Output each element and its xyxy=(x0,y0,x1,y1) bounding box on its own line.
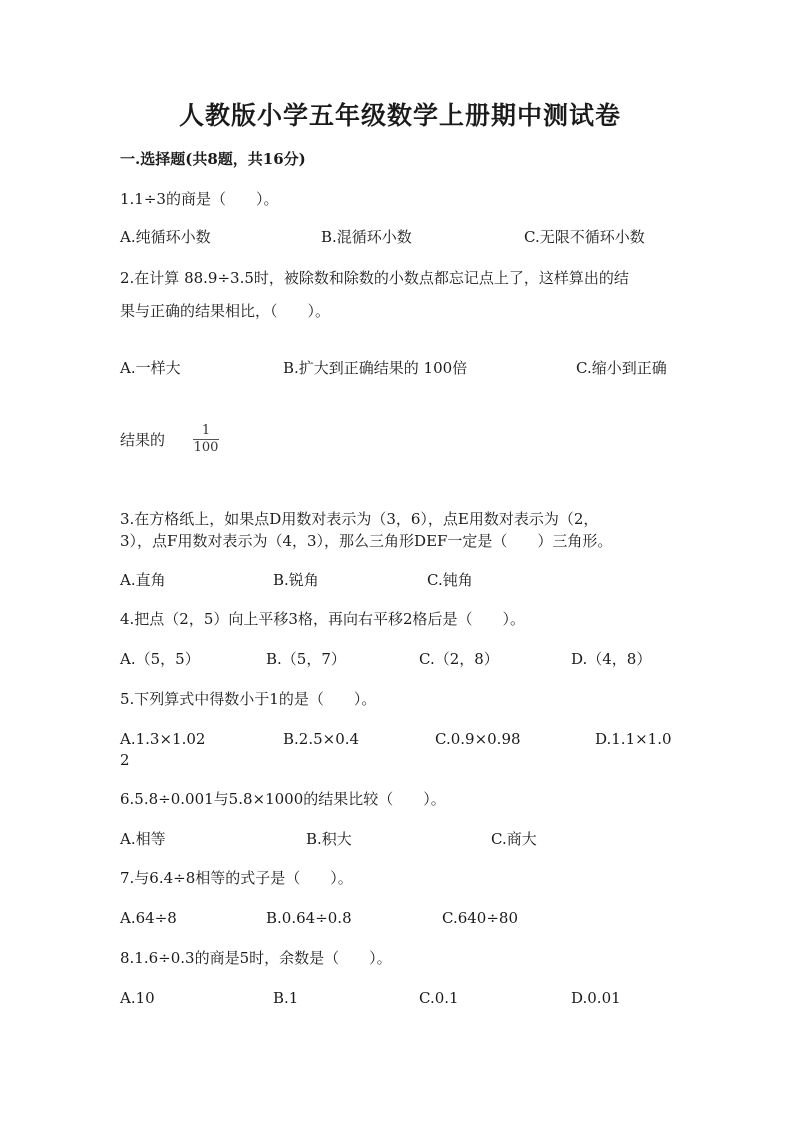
question-1-stem: 1.1÷3的商是（ ）。 xyxy=(120,190,279,208)
fraction-denominator: 100 xyxy=(193,440,219,455)
section-heading: 一.选择题(共8题，共16分) xyxy=(120,150,306,168)
q4-option-d: D.（4，8） xyxy=(571,650,652,668)
question-2-stem-line-1: 2.在计算 88.9÷3.5时，被除数和除数的小数点都忘记点上了，这样算出的结 xyxy=(120,269,629,287)
q3-option-b: B.锐角 xyxy=(273,571,319,589)
q1-option-a: A.纯循环小数 xyxy=(120,228,211,246)
q3-option-c: C.钝角 xyxy=(427,571,473,589)
q8-option-c: C.0.1 xyxy=(419,989,459,1007)
question-7-stem: 7.与6.4÷8相等的式子是（ ）。 xyxy=(120,869,353,887)
q1-option-b: B.混循环小数 xyxy=(321,228,412,246)
q6-option-a: A.相等 xyxy=(120,830,166,848)
q4-option-a: A.（5，5） xyxy=(120,650,200,668)
question-3-stem-line-2: 3），点F用数对表示为（4，3），那么三角形DEF一定是（ ）三角形。 xyxy=(120,532,613,550)
q4-option-b: B.（5，7） xyxy=(266,650,346,668)
fraction-one-hundredth xyxy=(193,424,219,455)
q8-option-b: B.1 xyxy=(273,989,299,1007)
q2-option-a: A.一样大 xyxy=(120,359,181,377)
q4-option-c: C.（2，8） xyxy=(419,650,499,668)
q2-option-c-continuation: 结果的 xyxy=(120,431,166,449)
fraction-numerator: 1 xyxy=(201,423,211,438)
q5-option-c: C.0.9×0.98 xyxy=(435,730,521,748)
question-3-stem-line-1: 3.在方格纸上，如果点D用数对表示为（3，6），点E用数对表示为（2， xyxy=(120,510,599,528)
q7-option-b: B.0.64÷0.8 xyxy=(266,909,352,927)
question-4-stem: 4.把点（2，5）向上平移3格，再向右平移2格后是（ ）。 xyxy=(120,610,525,628)
q7-option-a: A.64÷8 xyxy=(120,909,177,927)
q5-option-a: A.1.3×1.02 xyxy=(120,730,206,748)
q5-option-d: D.1.1×1.0 xyxy=(595,730,672,748)
q5-option-d-continuation: 2 xyxy=(120,751,130,769)
q6-option-c: C.商大 xyxy=(491,830,537,848)
question-5-stem: 5.下列算式中得数小于1的是（ ）。 xyxy=(120,690,377,708)
q5-option-b: B.2.5×0.4 xyxy=(283,730,360,748)
q2-option-c: C.缩小到正确 xyxy=(576,359,667,377)
q3-option-a: A.直角 xyxy=(120,571,166,589)
question-8-stem: 8.1.6÷0.3的商是5时，余数是（ ）。 xyxy=(120,949,392,967)
question-2-stem-line-2: 果与正确的结果相比，（ ）。 xyxy=(120,302,331,320)
q7-option-c: C.640÷80 xyxy=(442,909,518,927)
page-title: 人教版小学五年级数学上册期中测试卷 xyxy=(178,101,621,130)
q8-option-a: A.10 xyxy=(120,989,155,1007)
q1-option-c: C.无限不循环小数 xyxy=(524,228,645,246)
question-6-stem: 6.5.8÷0.001与5.8×1000的结果比较（ ）。 xyxy=(120,790,446,808)
q2-option-b: B.扩大到正确结果的 100倍 xyxy=(283,359,468,377)
q6-option-b: B.积大 xyxy=(306,830,352,848)
q8-option-d: D.0.01 xyxy=(571,989,621,1007)
